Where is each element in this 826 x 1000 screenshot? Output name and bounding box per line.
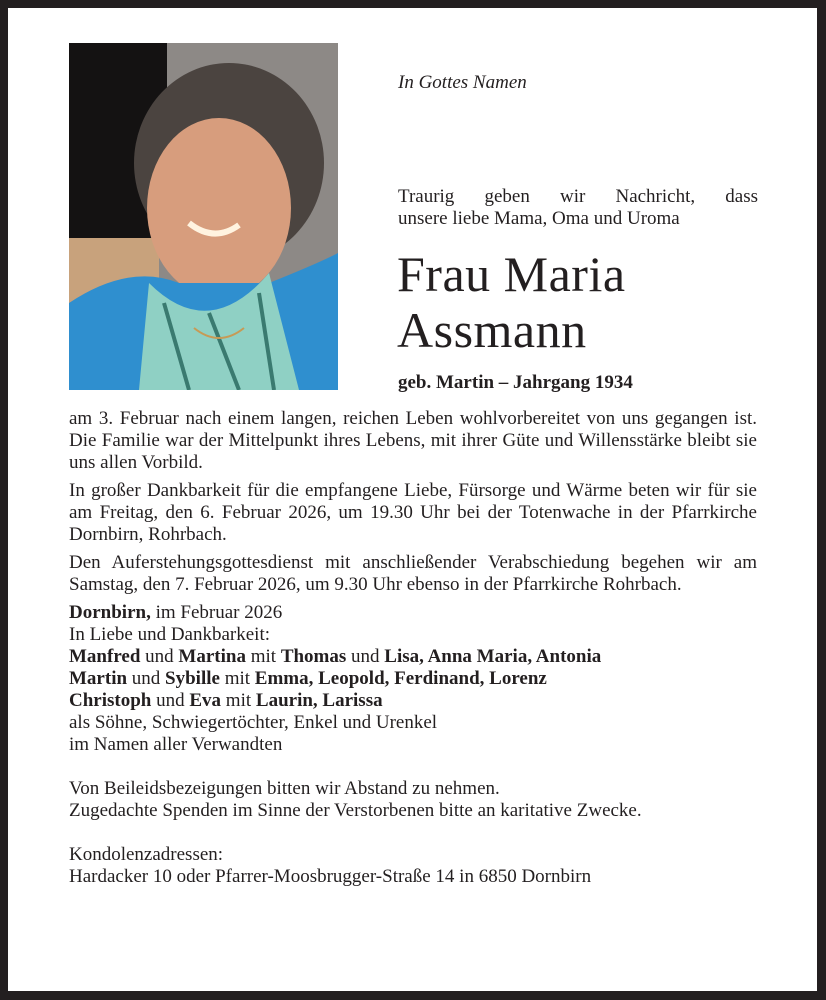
family-line-3 bbox=[69, 690, 757, 712]
connector-text: und bbox=[151, 690, 190, 711]
obituary-page bbox=[8, 8, 817, 991]
family-member-name: Martin bbox=[69, 668, 128, 689]
family-member-name: Laurin, Larissa bbox=[255, 690, 383, 711]
family-line-2 bbox=[69, 668, 757, 690]
mourners-behalf: im Namen aller Verwandten bbox=[69, 734, 283, 755]
deceased-name bbox=[397, 246, 626, 358]
condolence-address-label: Kondolenzadressen: bbox=[69, 844, 224, 865]
invocation-text: In Gottes Namen bbox=[398, 72, 527, 93]
portrait-photo-icon bbox=[69, 43, 338, 390]
connector-text: mit bbox=[245, 646, 281, 667]
place-date bbox=[69, 602, 757, 624]
family-line-1 bbox=[69, 646, 757, 668]
paragraph-funeral: Den Auferstehungsgottesdienst mit anschließender Verabschiedung begehen wir am Samstag, den 7. Februar 2026, um 9.30 Uhr ebenso in der Pfarrkirche Rohrbach. bbox=[69, 552, 757, 595]
family-member-name: Manfred bbox=[69, 646, 141, 667]
intro-line-2: unsere liebe Mama, Oma und Uroma bbox=[398, 208, 680, 229]
family-member-name: Thomas bbox=[280, 646, 347, 667]
family-member-name: Lisa, Anna Maria, Antonia bbox=[384, 646, 602, 667]
condolence-address: Hardacker 10 oder Pfarrer-Moosbrugger-Straße 14 in 6850 Dornbirn bbox=[69, 866, 592, 887]
mourners-intro: In Liebe und Dankbarkeit: bbox=[69, 624, 271, 645]
connector-text: mit bbox=[221, 690, 256, 711]
obituary-body bbox=[69, 408, 757, 888]
connector-text: und bbox=[127, 668, 166, 689]
intro-line-1: Traurig geben wir Nachricht, dass bbox=[398, 186, 758, 207]
family-member-name: Sybille bbox=[165, 668, 220, 689]
birth-name-and-year: geb. Martin – Jahrgang 1934 bbox=[398, 372, 633, 393]
connector-text: und bbox=[346, 646, 385, 667]
deceased-name-line-2: Assmann bbox=[397, 302, 587, 358]
family-member-name: Eva bbox=[189, 690, 222, 711]
portrait-photo bbox=[69, 43, 338, 390]
family-member-name: Martina bbox=[178, 646, 246, 667]
spacer bbox=[69, 822, 757, 844]
deceased-name-line-1: Frau Maria bbox=[397, 246, 626, 302]
condolence-request: Von Beileidsbezeigungen bitten wir Abstand zu nehmen. bbox=[69, 778, 500, 799]
mourners-roles: als Söhne, Schwiegertöchter, Enkel und Urenkel bbox=[69, 712, 438, 733]
connector-text: und bbox=[140, 646, 179, 667]
date: im Februar 2026 bbox=[150, 602, 283, 623]
family-member-name: Christoph bbox=[69, 690, 152, 711]
family-member-name: Emma, Leopold, Ferdinand, Lorenz bbox=[254, 668, 547, 689]
intro-text bbox=[398, 186, 758, 230]
donation-request: Zugedachte Spenden im Sinne der Verstorbenen bitte an karitative Zwecke. bbox=[69, 800, 642, 821]
spacer bbox=[69, 756, 757, 778]
place: Dornbirn, bbox=[69, 602, 151, 623]
paragraph-passing: am 3. Februar nach einem langen, reichen Leben wohlvorbereitet von uns gegangen ist. Die Familie war der Mittelpunkt ihres Lebens, mit ihrer Güte und Willensstärke bleibt sie uns allen Vorbild. bbox=[69, 408, 757, 473]
connector-text: mit bbox=[219, 668, 255, 689]
paragraph-vigil: In großer Dankbarkeit für die empfangene Liebe, Fürsorge und Wärme beten wir für sie am Freitag, den 6. Februar 2026, um 19.30 Uhr bei der Totenwache in der Pfarrkirche Dornbirn, Rohrbach. bbox=[69, 480, 757, 545]
